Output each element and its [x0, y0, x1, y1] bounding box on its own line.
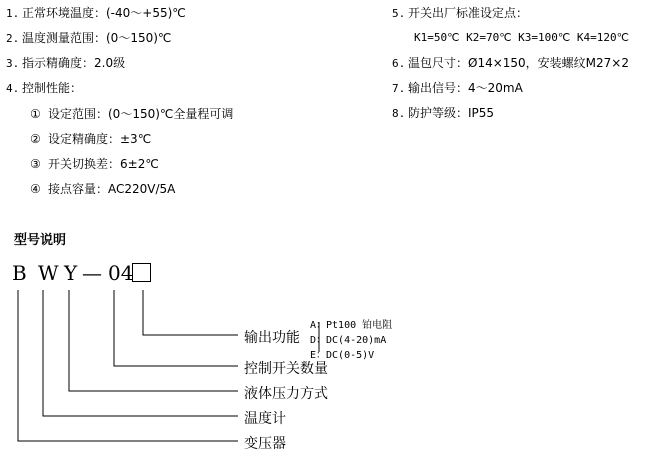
spec-item-1: 1. 正常环境温度：(-40～+55)℃: [6, 6, 186, 20]
control-sub-4: ④ 接点容量：AC220V/5A: [30, 182, 176, 196]
option-a: A：Pt100 铂电阻: [310, 320, 393, 331]
setpoint-values: K1=50℃ K2=70℃ K3=100℃ K4=120℃: [414, 31, 629, 44]
spec-item-6: 6. 温包尺寸：Ø14×150，安装螺纹M27×2: [392, 56, 629, 70]
code-char-w: W: [38, 261, 59, 285]
spec-item-4: 4. 控制性能：: [6, 81, 83, 95]
line-liquid-pressure: [69, 290, 238, 391]
model-title: 型号说明: [14, 233, 67, 248]
control-sub-2: ② 设定精确度：±3℃: [30, 132, 152, 146]
label-transformer: 变压器: [244, 436, 286, 452]
label-output-function: 输出功能: [244, 330, 300, 346]
control-sub-1: ① 设定范围：(0～150)℃全量程可调: [30, 107, 234, 121]
label-thermometer: 温度计: [244, 411, 286, 427]
spec-item-2: 2. 温度测量范围：(0～150)℃: [6, 31, 172, 45]
spec-item-3: 3. 指示精确度：2.0级: [6, 56, 126, 70]
code-char-b: B: [12, 261, 27, 285]
spec-item-8: 8. 防护等级：IP55: [392, 106, 495, 120]
line-output-function: [143, 290, 238, 335]
option-d: D：DC(4-20)mA: [310, 335, 387, 346]
code-char-y: Y: [64, 261, 78, 285]
control-sub-3: ③ 开关切换差：6±2℃: [30, 157, 159, 171]
spec-item-5: 5. 开关出厂标准设定点：: [392, 6, 529, 20]
spec-item-7: 7. 输出信号：4～20mA: [392, 81, 523, 95]
line-switch-count: [114, 290, 238, 366]
line-thermometer: [43, 290, 238, 416]
label-switch-count: 控制开关数量: [244, 361, 328, 377]
code-char-04: 04: [108, 261, 134, 285]
label-liquid-pressure: 液体压力方式: [244, 386, 328, 402]
code-char-dash: —: [82, 261, 102, 285]
option-e: E：DC(0-5)V: [310, 350, 375, 361]
